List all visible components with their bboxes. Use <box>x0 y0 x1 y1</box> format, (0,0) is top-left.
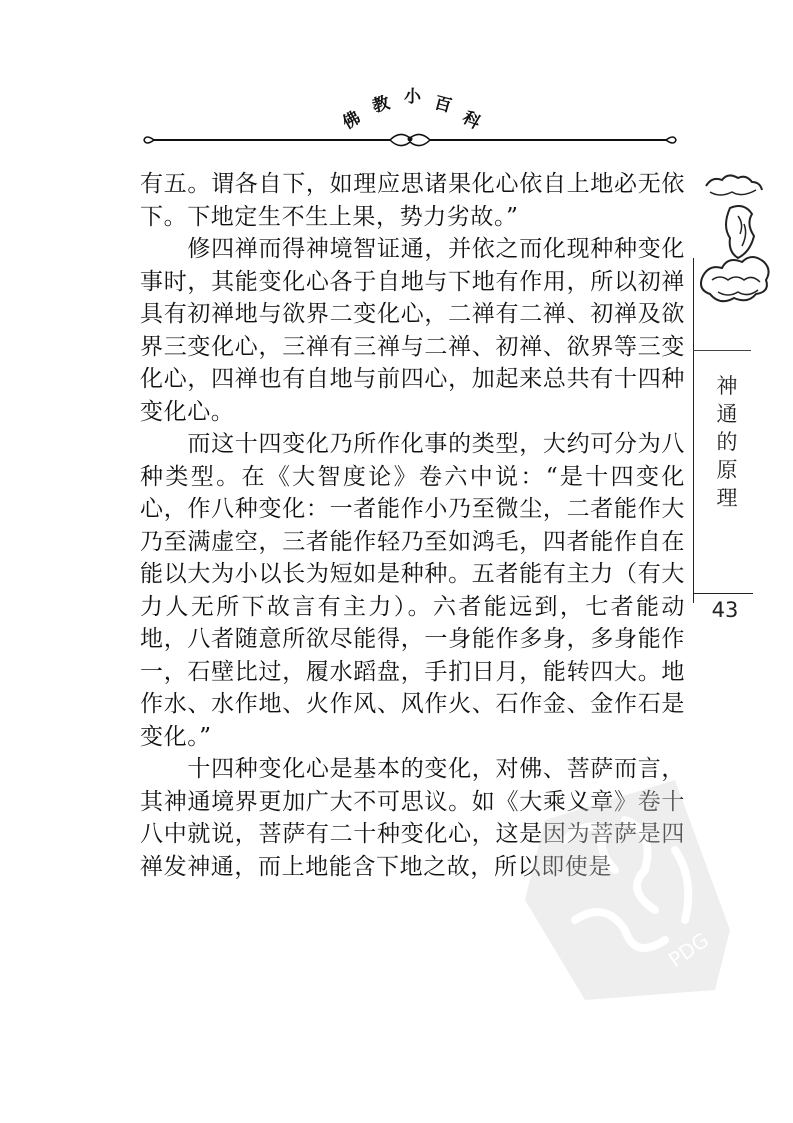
chapter-title-char: 通 <box>716 402 738 426</box>
chapter-title-char: 神 <box>716 374 738 398</box>
chapter-title-vertical <box>707 372 747 512</box>
series-title-char: 教 <box>370 93 392 117</box>
pdg-watermark-stamp <box>525 780 735 1000</box>
margin-rule-top <box>693 350 751 351</box>
series-title-char: 科 <box>458 107 484 134</box>
cloud-hand-ornament-icon <box>700 168 770 318</box>
body-text <box>140 168 685 883</box>
paragraph: 修四禅而得神境智证通，并依之而化现种种变化事时，其能变化心各于自地与下地有作用，所以初禅具有初禅地与欲界二变化心，二禅有二禅、初禅及欲界三变化心，三禅有三禅与二禅、初禅、欲界等三变化心，四禅也有自地与前四心，加起来总共有十四种变化心。 <box>140 236 685 425</box>
series-title-char: 小 <box>404 87 421 107</box>
series-title-char: 百 <box>432 93 454 117</box>
page-number: 43 <box>711 598 739 622</box>
margin-vertical-rule <box>693 258 694 603</box>
paragraph: 有五。谓各自下，如理应思诸果化心依自上地必无依下。下地定生不生上果，势力劣故。” <box>140 171 685 230</box>
paragraph: 而这十四变化乃所作化事的类型，大约可分为八种类型。在《大智度论》卷六中说：“是十四变化心，作八种变化：一者能作小乃至微尘，二者能作大乃至满虚空，三者能作轻乃至如鸿毛，四者能作自在能以大为小以长为短如是种种。五者能有主力（有大力人无所下故言有主力）。六者能远到，七者能动地，八者随意所欲尽能得，一身能作多身，多身能作一，石壁比过，履水蹈盘，手扪日月，能转四大。地作水、水作地、火作风、风作火、石作金、金作石是变化。” <box>140 431 685 750</box>
chapter-title-char: 的 <box>716 430 738 454</box>
page-header <box>140 70 680 150</box>
watermark-label: PDG <box>664 927 714 973</box>
paragraph: 十四种变化心是基本的变化，对佛、菩萨而言，其神通境界更加广大不可思议。如《大乘义章》卷十八中就说，菩萨有二十种变化心，这是因为菩萨是四禅发神通，而上地能含下地之故，所以即使是 <box>140 756 685 880</box>
margin-rule-bottom <box>693 593 753 594</box>
chapter-title-char: 理 <box>716 486 738 510</box>
series-title-char: 佛 <box>339 107 365 134</box>
header-ornamental-rule <box>140 130 680 150</box>
chapter-title-char: 原 <box>716 458 738 482</box>
